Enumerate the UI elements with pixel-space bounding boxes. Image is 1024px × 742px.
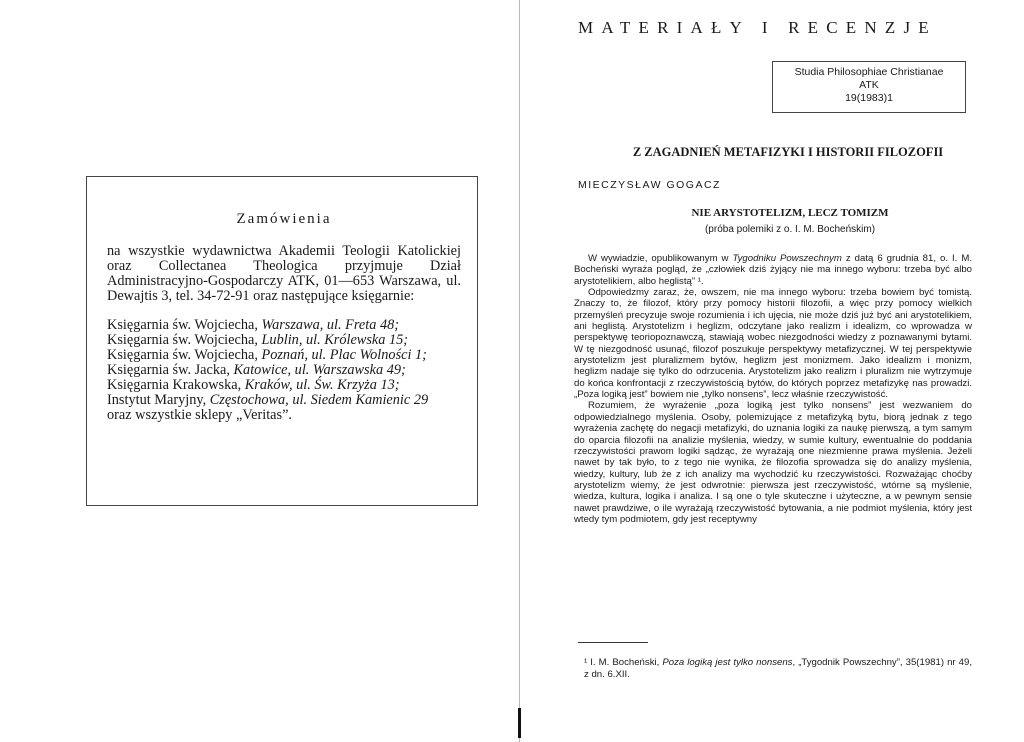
running-head: MATERIAŁY I RECENZJE xyxy=(578,18,937,37)
section-title: Z ZAGADNIEŃ METAFIZYKI I HISTORII FILOZOFII xyxy=(632,145,944,159)
bookstore-name: Księgarnia św. Wojciecha, xyxy=(107,317,262,333)
bookstore-name: Księgarnia św. Wojciecha, xyxy=(107,347,262,363)
footnote-text: ¹ I. M. Bocheński, xyxy=(584,657,663,668)
paragraph-text: z datą 6 grudnia 81, o. I. M. Bocheński wyraża pogląd, że „człowiek dziś żyjący nie ma innego wyboru: trzeba być albo arystotelikiem, albo heglistą” ¹. xyxy=(574,253,972,287)
order-intro: na wszystkie wydawnictwa Akademii Teologii Katolickiej oraz Collectanea Theologica przyjmuje Dział Administracyjno-Gospodarczy ATK, 01—653 Warszawa, ul. Dewajtis 3, tel. 34-72-91 oraz następujące księgarnie: xyxy=(107,243,461,304)
bookstore-name: Księgarnia św. Wojciecha, xyxy=(107,332,262,348)
order-info-box xyxy=(86,176,478,506)
journal-issue: 19(1983)1 xyxy=(845,92,893,104)
paragraph-text: Rozumiem, że wyrażenie „poza logiką jest tylko nonsens” jest wezwaniem do odpowiedzialnego myślenia. Osoby, polemizujące z metafizyką bytu, biorą jednak z tego wyrażenia zachętę do negacji metafizyki, do uznania logiki za naukę pierwszą, a tym samym do oparcia filozofii na analizie myślenia, wiedzy, w sumie kultury, ewentualnie do poddania rzeczywistości prawom logiki sądząc, że wyrażają one niezmienne prawa myślenia. Jeżeli nawet by tak było, to z tego nie wynika, że filozofia sprowadza się do analizy myślenia, wiedzy, kultury, lub że z ich analizy ma wychodzić ku rzeczywistości. Rozważając choćby arystotelizm wiemy, że jest odwrotnie: pierwsza jest rzeczywistość, wtórne są myślenie, wiedza, kultura, logika i analiza. I są one o tyle skuteczne i użyteczne, a w pewnym sensie nawet prawdziwe, o ile wyrażają rzeczywistość bytowania, a nie podmiot myślenia, który jest wtedy tym podmiotem, gdy jest receptywny xyxy=(574,400,972,525)
bookstore-item xyxy=(107,348,461,363)
article-title: NIE ARYSTOTELIZM, LECZ TOMIZM xyxy=(691,207,889,219)
paragraph-text: Odpowiedzmy zaraz, że, owszem, nie ma innego wyboru: trzeba bowiem być tomistą. Znaczy to, że filozof, który przy pomocy historii filozofii, a więc przy pomocy wielkich przemyśleń precyzuje swoje rozumienia i ich ujęcia, nie może dziś już być ani arystotelikiem, ani heglistą. Arystotelizm i heglizm, odczytane jako realizm i idealizm, co wprowadza w perspektywę teoriopoznawczą, stawiają wobec niezgodności wiedzy z poznawanymi bytami. W tę niezgodność usunąć, filozof poszukuje perspektywy metafizycznej. W tej perspektywie arystotelizm jest pluralizmem bytów, heglizm jest monizmem. Jako idealizm i monizm, heglizm nadaje się tylko do odrzucenia. Arystotelizm jako realizm i pluralizm nie wytrzymuje do końca konfrontacji z rzeczywistością bytów, do których poprzez metafizykę nas prowadzi. „Poza logiką jest” bowiem nie „tylko nonsens”, lecz właśnie rzeczywistość. xyxy=(574,287,972,401)
bookstore-item xyxy=(107,363,461,378)
bookstore-address: Katowice, ul. Warszawska 49; xyxy=(233,362,406,378)
journal-info-box xyxy=(772,61,966,113)
spine-mark xyxy=(518,708,521,738)
bookstore-address: Częstochowa, ul. Siedem Kamienic 29 xyxy=(209,392,429,408)
bookstore-item xyxy=(107,333,461,348)
article-body xyxy=(574,253,972,641)
bookstore-list xyxy=(107,318,461,408)
bookstore-name: Księgarnia św. Jacka, xyxy=(107,362,234,378)
bookstore-address: Poznań, ul. Plac Wolności 1; xyxy=(261,347,427,363)
footnote-rule xyxy=(578,642,648,643)
journal-name: Studia Philosophiae Christianae xyxy=(794,66,944,78)
author-name: MIECZYSŁAW GOGACZ xyxy=(578,179,721,191)
footnote xyxy=(574,657,972,681)
bookstore-name: Instytut Maryjny, xyxy=(107,392,210,408)
article-subtitle: (próba polemiki z o. I. M. Bocheńskim) xyxy=(704,224,876,235)
bookstore-address: Warszawa, ul. Freta 48; xyxy=(261,317,400,333)
paragraph-italic: Tygodniku Powszechnym xyxy=(732,253,842,264)
bookstore-name: Księgarnia Krakowska, xyxy=(107,377,245,393)
paragraph-text: W wywiadzie, opublikowanym w xyxy=(588,253,733,264)
footnote-italic: Poza logiką jest tylko nonsens xyxy=(662,657,793,668)
body-paragraph xyxy=(574,253,972,287)
order-closing: oraz wszystkie sklepy „Veritas”. xyxy=(107,407,293,423)
order-title: Zamówienia xyxy=(236,211,332,227)
body-paragraph xyxy=(574,400,972,525)
page-spine xyxy=(519,0,520,742)
bookstore-address: Kraków, ul. Św. Krzyża 13; xyxy=(244,377,400,393)
bookstore-address: Lublin, ul. Królewska 15; xyxy=(261,332,409,348)
footnote-text: , „Tygodnik Powszechny”, 35(1981) nr 49, z dn. 6.XII. xyxy=(584,657,973,680)
body-paragraph xyxy=(574,287,972,400)
bookstore-item xyxy=(107,378,461,393)
bookstore-item xyxy=(107,318,461,333)
journal-publisher: ATK xyxy=(859,79,879,91)
bookstore-item xyxy=(107,393,461,408)
